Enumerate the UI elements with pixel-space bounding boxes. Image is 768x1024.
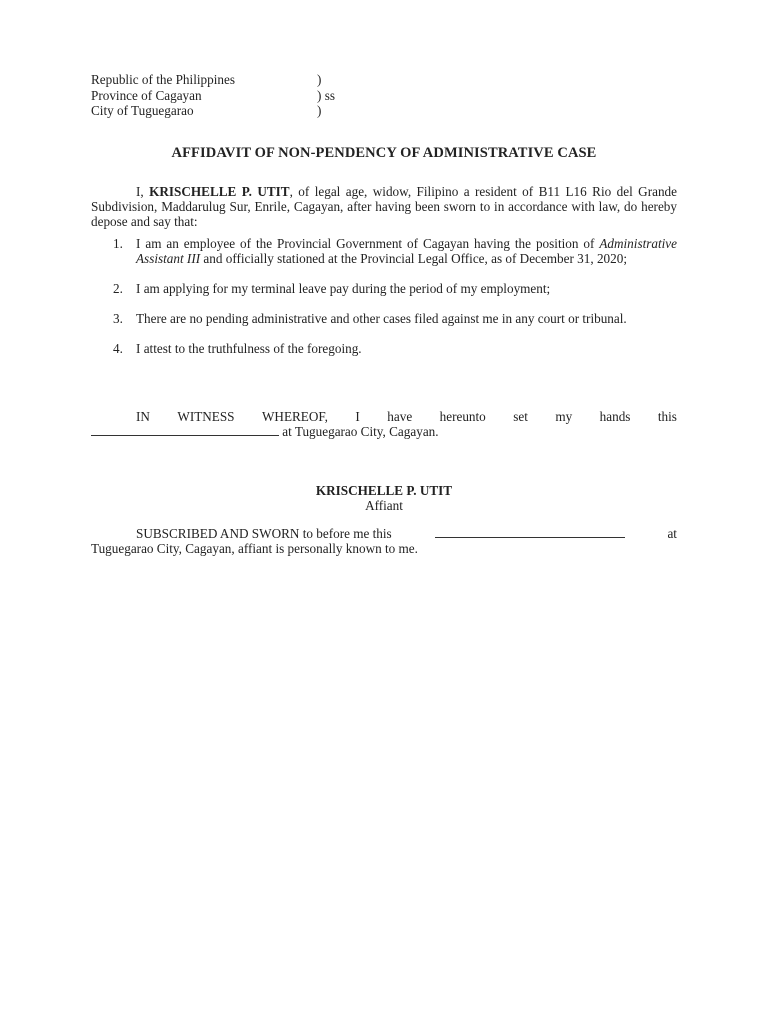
witness-word: my xyxy=(555,409,573,424)
intro-paragraph xyxy=(91,184,677,229)
witness-word: hereunto xyxy=(439,409,486,424)
signature-block xyxy=(91,483,677,513)
witness-word: WITNESS xyxy=(177,409,235,424)
venue-place: Province of Cagayan xyxy=(91,87,202,103)
venue-place: City of Tuguegarao xyxy=(91,103,194,118)
item-text: and officially stationed at the Provincial Legal Office, as of December 31, 2020; xyxy=(200,251,627,266)
item-text: I am applying for my terminal leave pay during the period of my employment; xyxy=(136,281,551,296)
witness-word: I xyxy=(355,409,360,424)
witness-line xyxy=(91,409,677,424)
jurat-paragraph xyxy=(91,526,677,556)
witness-word: IN xyxy=(136,409,150,424)
signature-name: KRISCHELLE P. UTIT xyxy=(315,483,453,498)
position-title: Administrative Assistant III xyxy=(136,236,677,266)
witness-word: this xyxy=(657,409,677,424)
venue-paren: ) ss xyxy=(317,87,335,103)
list-item xyxy=(91,311,677,326)
jurat-text: SUBSCRIBED AND SWORN to before me this xyxy=(136,526,392,541)
item-number: 1. xyxy=(113,236,123,251)
venue-line-city xyxy=(91,103,391,119)
intro-rest: , of legal age, widow, Filipino a resident of B11 L16 Rio del Grande Subdivision, Maddarulug Sur, Enrile, Cagayan, after having been sworn to in accordance with law, do hereby depose and say that: xyxy=(91,184,677,229)
venue-line-republic xyxy=(91,72,391,88)
date-blank-line[interactable] xyxy=(91,424,279,436)
affiant-name: KRISCHELLE P. UTIT xyxy=(149,184,290,199)
signature-role: Affiant xyxy=(365,498,403,513)
item-text: I am an employee of the Provincial Government of Cagayan having the position of xyxy=(136,236,600,251)
item-number: 2. xyxy=(113,281,123,296)
witness-line xyxy=(91,424,677,439)
item-number: 4. xyxy=(113,341,123,356)
witness-place: at Tuguegarao City, Cagayan. xyxy=(279,424,439,439)
venue-block xyxy=(91,72,391,119)
item-number: 3. xyxy=(113,311,123,326)
list-item xyxy=(91,341,677,356)
venue-line-province xyxy=(91,88,391,104)
witness-word: hands xyxy=(599,409,631,424)
numbered-list xyxy=(91,236,677,356)
witness-paragraph xyxy=(91,409,677,439)
list-item xyxy=(91,236,677,266)
jurat-date-blank-line[interactable] xyxy=(435,526,625,538)
witness-word: set xyxy=(513,409,528,424)
item-text: I attest to the truthfulness of the foregoing. xyxy=(136,341,362,356)
intro-prefix: I, xyxy=(136,184,150,199)
witness-word: WHEREOF, xyxy=(261,409,328,424)
document-title: AFFIDAVIT OF NON-PENDENCY OF ADMINISTRATIVE CASE xyxy=(171,145,597,161)
item-text: There are no pending administrative and other cases filed against me in any court or tribunal. xyxy=(136,311,627,326)
jurat-line: Tuguegarao City, Cagayan, affiant is personally known to me. xyxy=(91,541,418,556)
venue-paren: ) xyxy=(317,72,322,87)
list-item xyxy=(91,281,677,296)
venue-place: Republic of the Philippines xyxy=(91,72,235,87)
witness-word: have xyxy=(387,409,413,424)
jurat-line xyxy=(91,526,677,541)
venue-paren: ) xyxy=(317,103,322,118)
jurat-at: at xyxy=(667,526,677,541)
